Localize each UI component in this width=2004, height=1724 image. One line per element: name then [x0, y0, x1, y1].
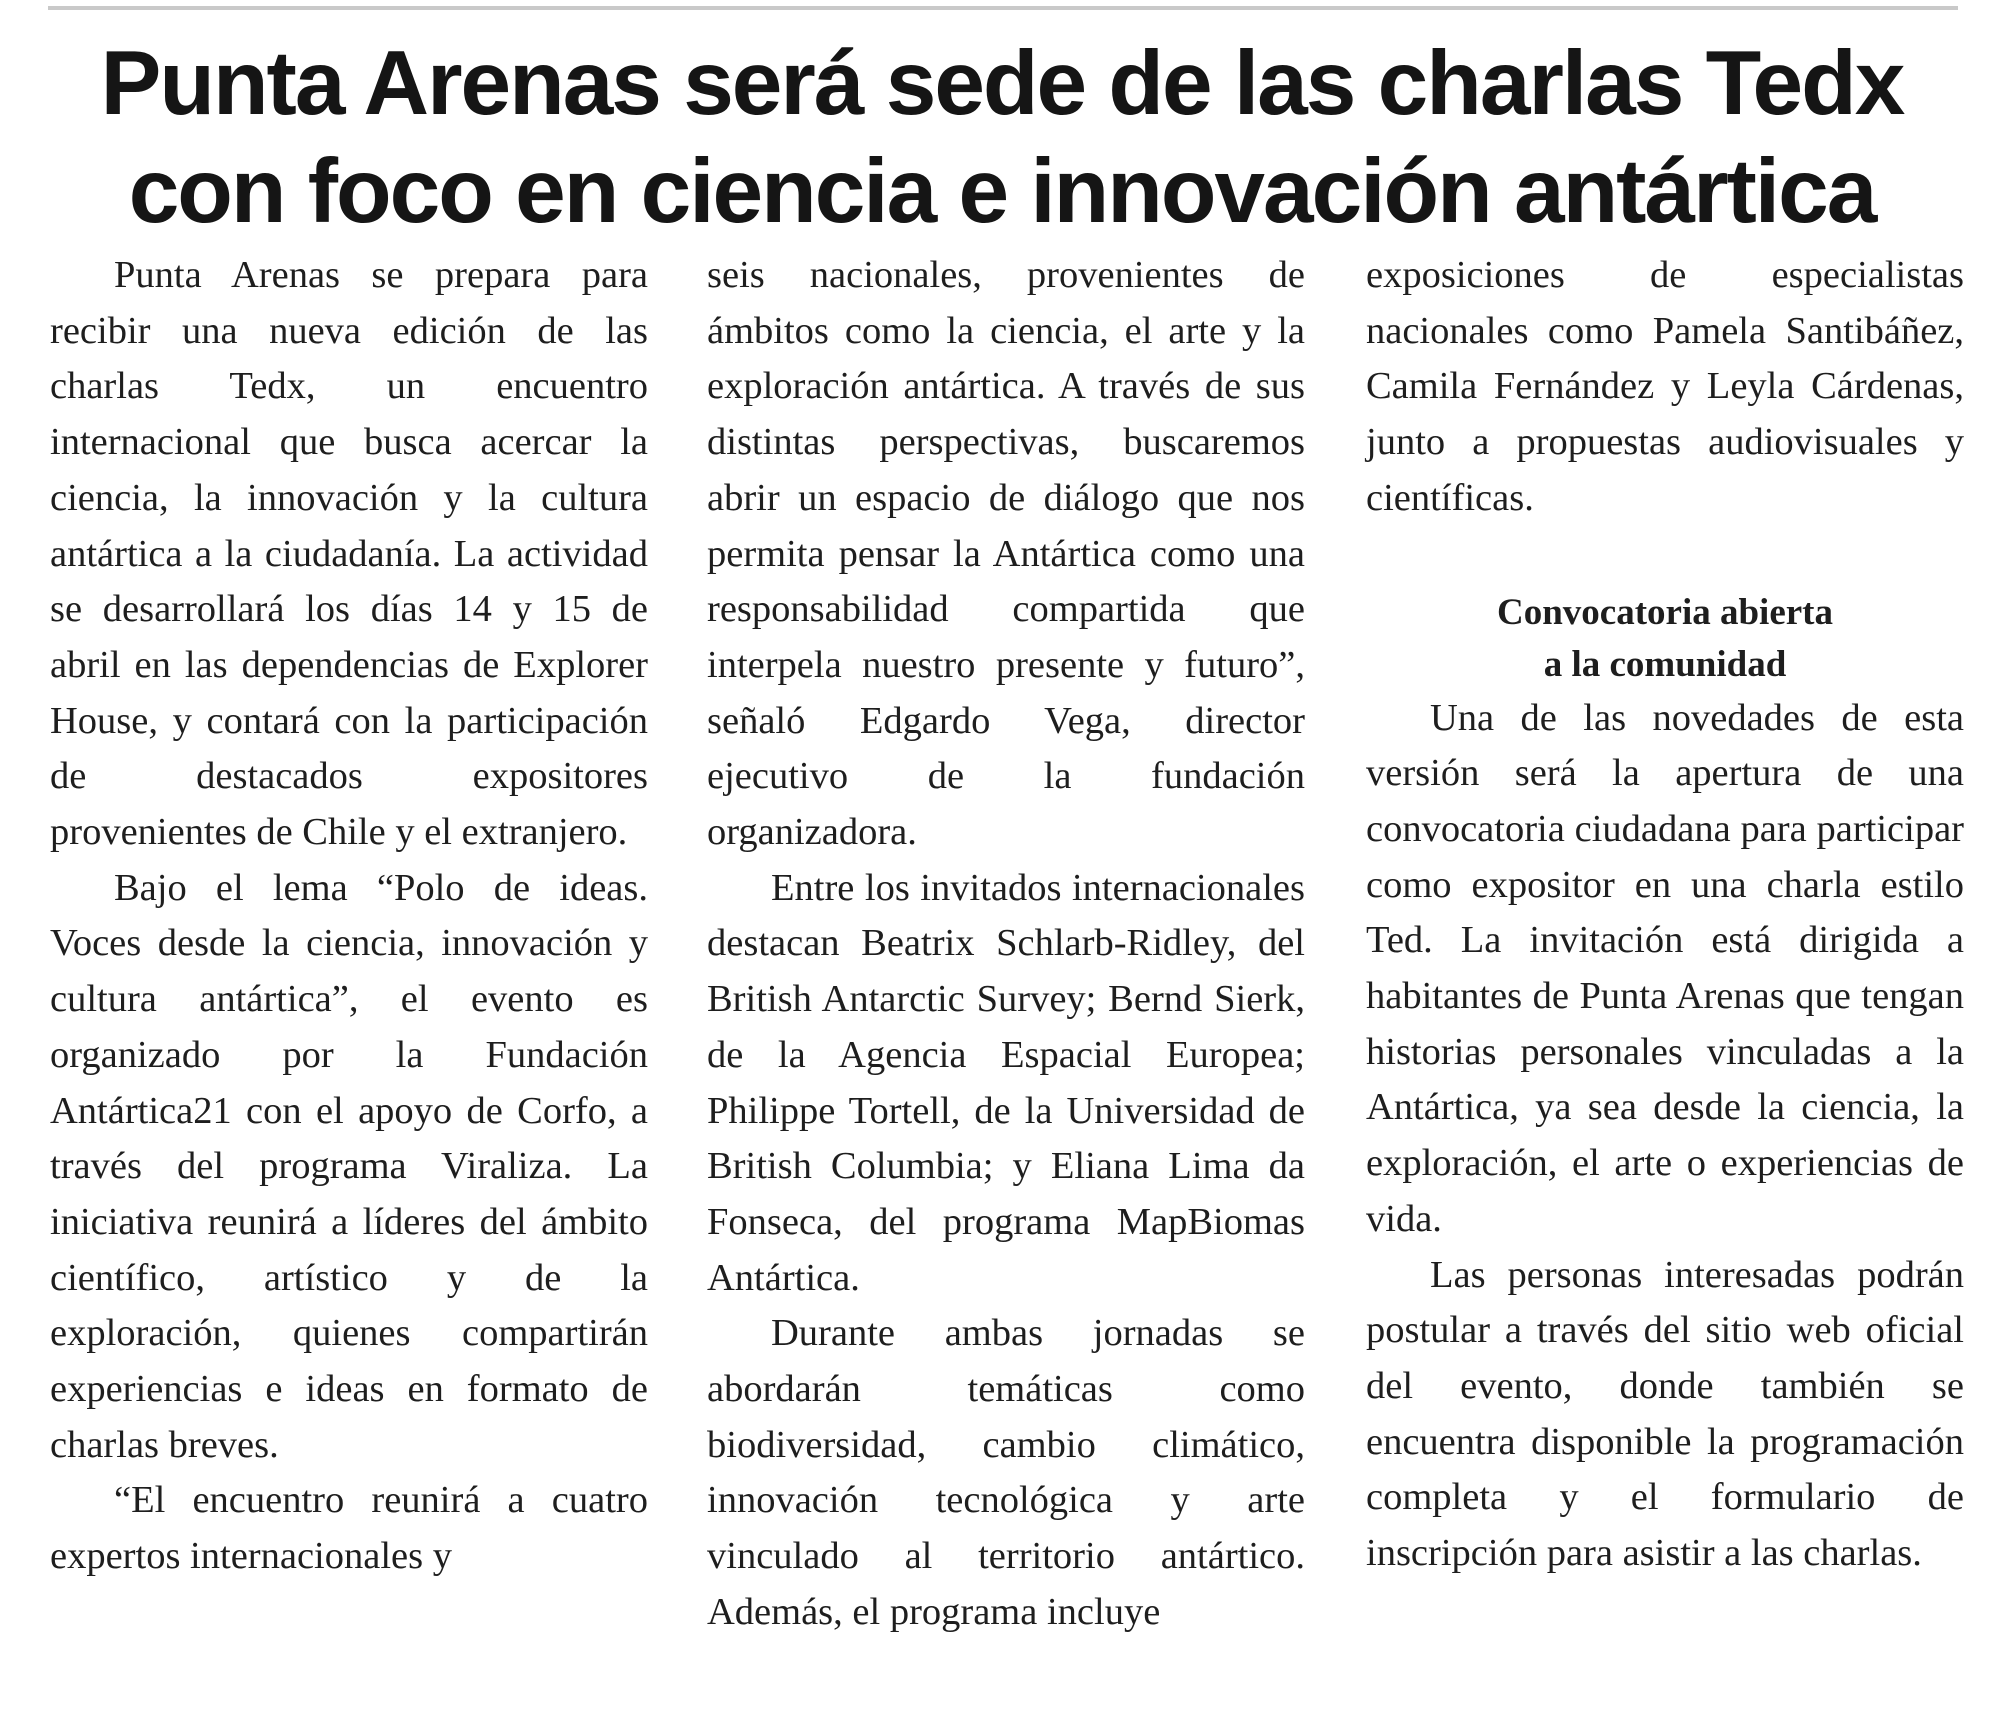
headline-line-1: Punta Arenas será sede de las charlas Tedx [100, 33, 1904, 134]
paragraph-international-guests: Entre los invitados internacionales destacan Beatrix Schlarb-Ridley, del British Antarctic Survey; Bernd Sierk, de la Agencia Espacial Europea; Philippe Tortell, de la Universidad de British Columbia; y Eliana Lima da Fonseca, del programa MapBiomas Antártica. [707, 866, 1305, 1299]
column-3 [1366, 248, 1964, 1582]
subheading-line-2: a la comunidad [1543, 643, 1787, 685]
paragraph-motto: Bajo el lema “Polo de ideas. Voces desde la ciencia, innovación y cultura antártica”, el evento es organizado por la Fundación Antártica21 con el apoyo de Corfo, a través del programa Viraliza. La iniciativa reunirá a líderes del ámbito científico, artístico y de la exploración, quienes compartirán experiencias e ideas en formato de charlas breves. [50, 866, 648, 1466]
paragraph-quote-start: “El encuentro reunirá a cuatro expertos internacionales y [50, 1479, 648, 1578]
column-2 [707, 248, 1305, 1641]
paragraph-quote-end: seis nacionales, provenientes de ámbitos como la ciencia, el arte y la exploración antártica. A través de sus distintas perspectivas, buscaremos abrir un espacio de diálogo que nos permita pensar la Antártica como una responsabilidad compartida que interpela nuestro presente y futuro”, señaló Edgardo Vega, director ejecutivo de la fundación organizadora. [707, 254, 1305, 854]
paragraph-open-call: Una de las novedades de esta versión será la apertura de una convocatoria ciudadana para participar como expositor en una charla estilo Ted. La invitación está dirigida a habitantes de Punta Arenas que tengan historias personales vinculadas a la Antártica, ya sea desde la ciencia, la exploración, el arte o experiencias de vida. [1366, 696, 1964, 1240]
subheading-line-1: Convocatoria abierta [1496, 591, 1834, 633]
top-rule [48, 6, 1958, 10]
paragraph-topics-end: exposiciones de especialistas nacionales como Pamela Santibáñez, Camila Fernández y Leyla Cárdenas, junto a propuestas audiovisuales y científicas. [1366, 254, 1964, 519]
column-1 [50, 248, 648, 1585]
headline-line-2: con foco en ciencia e innovación antártica [128, 141, 1876, 242]
headline [0, 30, 2004, 246]
paragraph-how-to-apply: Las personas interesadas podrán postular a través del sitio web oficial del evento, donde también se encuentra disponible la programación completa y el formulario de inscripción para asistir a las charlas. [1366, 1253, 1964, 1575]
paragraph-intro: Punta Arenas se prepara para recibir una nueva edición de las charlas Tedx, un encuentro internacional que busca acercar la ciencia, la innovación y la cultura antártica a la ciudadanía. La actividad se desarrollará los días 14 y 15 de abril en las dependencias de Explorer House, y contará con la participación de destacados expositores provenientes de Chile y el extranjero. [50, 254, 648, 854]
subheading-open-call [1366, 587, 1964, 691]
paragraph-topics-start: Durante ambas jornadas se abordarán temáticas como biodiversidad, cambio climático, innovación tecnológica y arte vinculado al territorio antártico. Además, el programa incluye [707, 1312, 1305, 1633]
